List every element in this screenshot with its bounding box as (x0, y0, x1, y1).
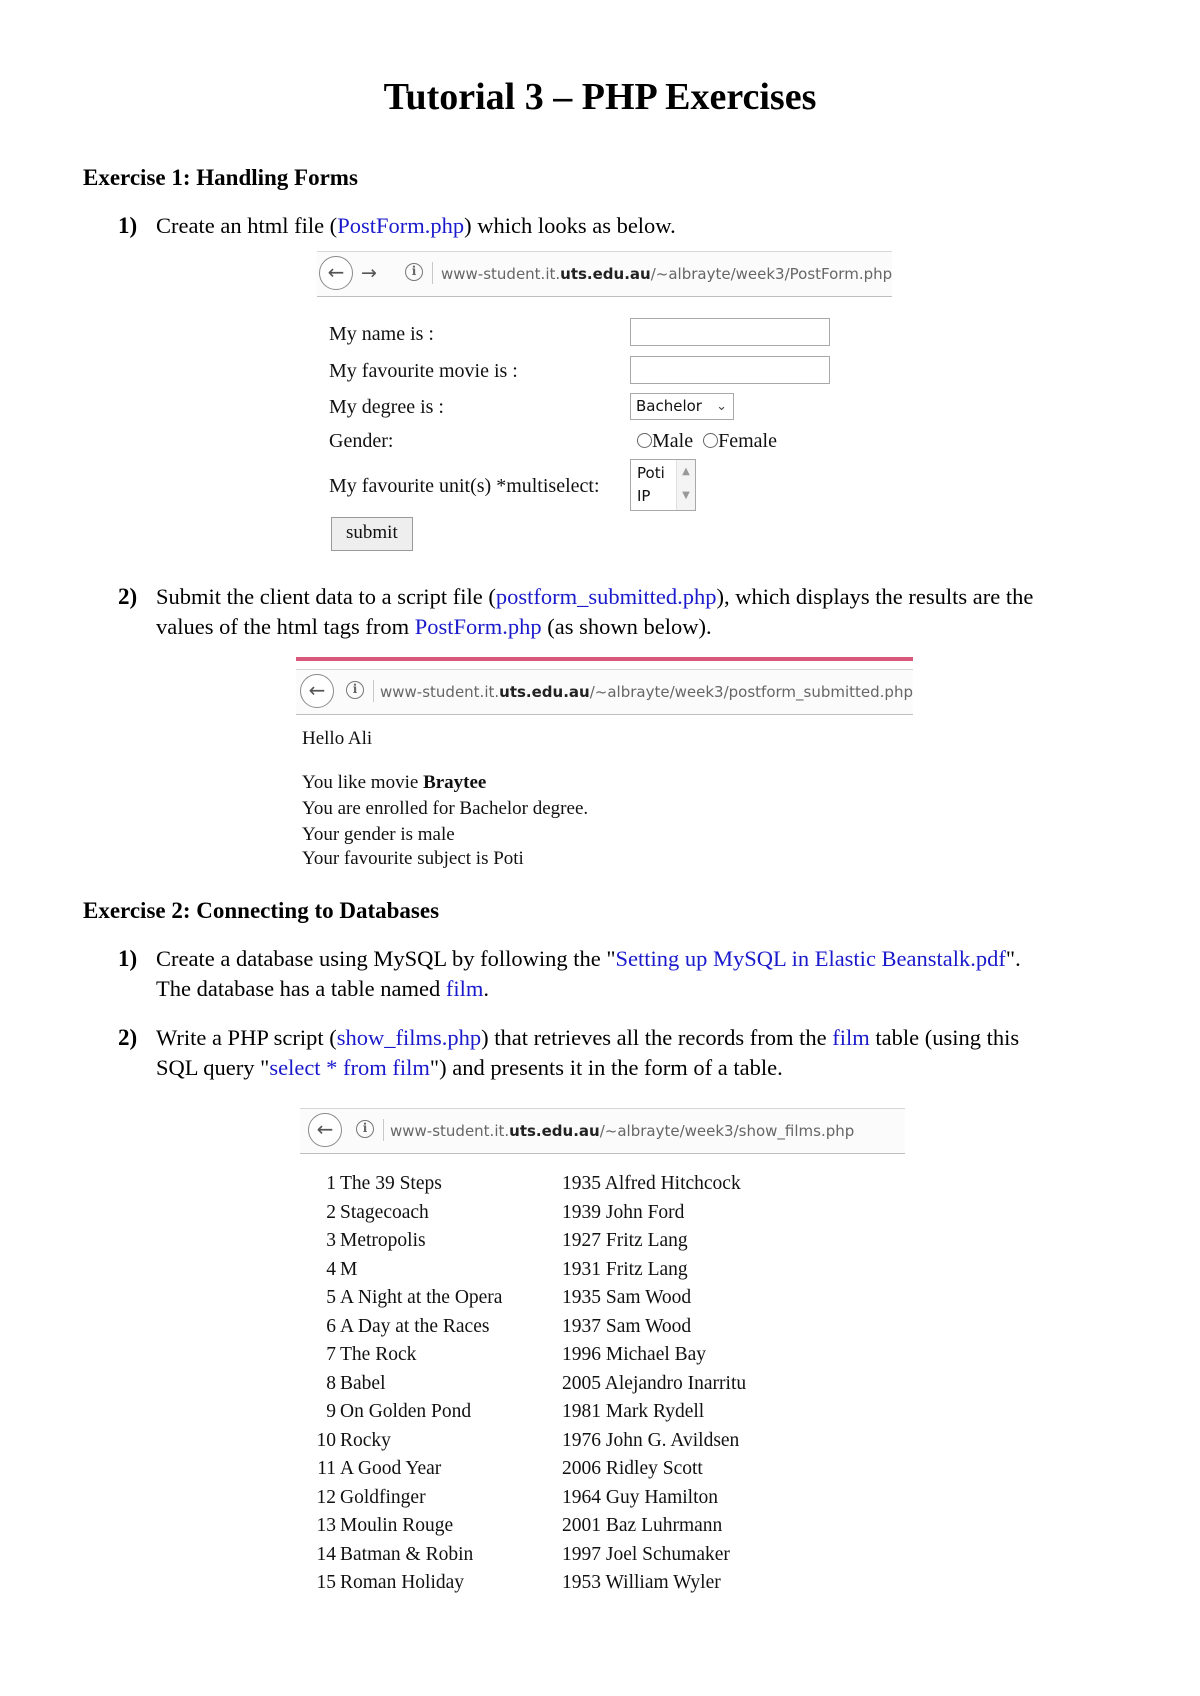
ex2-item1-before: Create a database using MySQL by following the " (156, 946, 616, 971)
film-id: 15 (316, 1572, 336, 1593)
film-title: A Night at the Opera (340, 1287, 503, 1308)
address-separator (373, 680, 374, 702)
film-title: On Golden Pond (340, 1401, 472, 1422)
film-id: 8 (326, 1372, 336, 1394)
film-table-link[interactable]: film (445, 976, 484, 1001)
ex2-item1-text (156, 944, 1106, 1004)
ex2-item1-line2-before: The database has a table named (156, 976, 446, 1001)
ex1-item2-line2-after: (as shown below). (541, 614, 712, 639)
ex2-item1-after: ". (1005, 946, 1021, 971)
film-id: 6 (326, 1315, 336, 1337)
degree-line: You are enrolled for Bachelor degree. (302, 798, 589, 819)
back-arrow-icon[interactable]: ← (308, 1113, 342, 1147)
film-title: Babel (340, 1372, 386, 1394)
address-separator (383, 1119, 384, 1141)
ex2-item2-text (156, 1023, 1106, 1083)
film-info: 1981 Mark Rydell (562, 1401, 705, 1422)
ex2-item2-number: 2) (118, 1025, 138, 1050)
address-url[interactable]: www-student.it.uts.edu.au/~albrayte/week3/postform_submitted.php (380, 683, 913, 701)
film-title: The 39 Steps (340, 1173, 442, 1194)
submit-button[interactable]: submit (331, 517, 413, 551)
ex2-item2-after: table (using this (869, 1025, 1020, 1050)
film-info: 1939 John Ford (562, 1201, 685, 1223)
film-info: 1935 Alfred Hitchcock (562, 1173, 741, 1194)
female-radio[interactable] (703, 433, 718, 448)
film-info: 1953 William Wyler (562, 1572, 721, 1593)
film-id: 2 (326, 1201, 336, 1223)
table-row (312, 1284, 892, 1312)
unit-option[interactable]: Poti (637, 464, 665, 482)
ex1-item2-before: Submit the client data to a script file ( (156, 584, 496, 609)
film-info: 2006 Ridley Scott (562, 1458, 703, 1479)
table-row (312, 1256, 892, 1284)
ex1-item1-before: Create an html file ( (156, 213, 338, 238)
browser-address-bar (300, 1108, 905, 1154)
degree-select[interactable] (630, 393, 734, 420)
address-url[interactable]: www-student.it.uts.edu.au/~albrayte/week3/PostForm.php (441, 265, 893, 283)
film-id: 9 (326, 1401, 336, 1422)
info-icon[interactable]: i (346, 681, 364, 699)
film-info: 1927 Fritz Lang (562, 1230, 688, 1251)
film-title: A Day at the Races (340, 1315, 490, 1337)
film-title: Rocky (340, 1429, 391, 1451)
subject-line: Your favourite subject is Poti (302, 848, 524, 869)
form-screenshot (317, 251, 892, 561)
ex1-item2-text (156, 582, 1106, 642)
movie-label: My favourite movie is : (329, 360, 518, 382)
ex1-item1-text (156, 211, 1106, 241)
forward-arrow-icon[interactable]: → (361, 262, 377, 284)
mysql-guide-link[interactable]: Setting up MySQL in Elastic Beanstalk.pdf (615, 946, 1006, 971)
ex2-item2-line2-before: SQL query " (156, 1055, 270, 1080)
units-multiselect[interactable] (630, 459, 696, 511)
film-title: A Good Year (340, 1458, 442, 1479)
ex1-item1-number: 1) (118, 213, 138, 238)
hello-line: Hello Ali (302, 728, 373, 749)
page-title: Tutorial 3 – PHP Exercises (383, 76, 817, 118)
table-row (312, 1170, 892, 1198)
film-id: 7 (326, 1344, 336, 1365)
film-title: Moulin Rouge (340, 1515, 454, 1536)
table-row (312, 1512, 892, 1540)
ex1-item2-number: 2) (118, 584, 138, 609)
units-label: My favourite unit(s) *multiselect: (329, 475, 600, 497)
film-title: Metropolis (340, 1230, 426, 1251)
degree-selected-value: Bachelor (636, 397, 702, 415)
show-films-link[interactable]: show_films.php (336, 1025, 482, 1050)
film-id: 14 (316, 1543, 336, 1565)
postform-link-2[interactable]: PostForm.php (414, 614, 542, 639)
ex2-item1-number: 1) (118, 946, 138, 971)
ex2-item1-line2-after: . (483, 976, 489, 1001)
film-id: 1 (326, 1173, 336, 1194)
degree-label: My degree is : (329, 396, 444, 418)
film-info: 2005 Alejandro Inarritu (562, 1372, 747, 1394)
film-info: 2001 Baz Luhrmann (562, 1515, 723, 1536)
postform-link[interactable]: PostForm.php (337, 213, 465, 238)
ex2-item2-line2-after: ") and presents it in the form of a table. (429, 1055, 783, 1080)
film-info: 1997 Joel Schumaker (562, 1543, 730, 1565)
movie-input[interactable] (630, 356, 830, 384)
table-row (312, 1427, 892, 1455)
back-arrow-icon[interactable]: ← (319, 256, 353, 290)
address-url[interactable]: www-student.it.uts.edu.au/~albrayte/week3/show_films.php (390, 1122, 855, 1140)
male-label: Male (652, 430, 694, 452)
unit-option[interactable]: IP (637, 487, 651, 505)
browser-address-bar (317, 251, 892, 297)
gender-line: Your gender is male (302, 824, 455, 845)
table-row (312, 1370, 892, 1398)
postform-submitted-link[interactable]: postform_submitted.php (495, 584, 717, 609)
films-table (300, 1170, 905, 1600)
film-info: 1931 Fritz Lang (562, 1258, 688, 1280)
back-arrow-icon[interactable]: ← (300, 674, 334, 708)
film-info: 1937 Sam Wood (562, 1315, 692, 1337)
ex1-item2-line2-before: values of the html tags from (156, 614, 415, 639)
film-id: 11 (317, 1458, 336, 1479)
table-row (312, 1199, 892, 1227)
sql-query-link[interactable]: select * from film (269, 1055, 430, 1080)
browser-address-bar (296, 669, 913, 715)
film-title: Roman Holiday (340, 1572, 465, 1593)
film-title: The Rock (340, 1344, 417, 1365)
name-input[interactable] (630, 318, 830, 346)
film-info: 1996 Michael Bay (562, 1344, 707, 1365)
female-label: Female (718, 430, 777, 452)
table-row (312, 1341, 892, 1369)
tab-accent-line (296, 657, 913, 661)
film-id: 4 (326, 1258, 336, 1280)
film-title: Batman & Robin (340, 1543, 474, 1565)
exercise1-heading: Exercise 1: Handling Forms (83, 165, 358, 190)
film-id: 5 (326, 1287, 336, 1308)
address-separator (432, 262, 433, 284)
film-id: 10 (316, 1429, 336, 1451)
films-screenshot (300, 1108, 905, 1600)
ex1-item2-middle: ), which displays the results are the (716, 584, 1034, 609)
table-row (312, 1569, 892, 1597)
multiselect-scrollbar[interactable]: ▲ ▼ (676, 460, 695, 510)
film-info: 1976 John G. Avildsen (562, 1429, 740, 1451)
movie-prefix: You like movie (302, 772, 424, 793)
film-link[interactable]: film (832, 1025, 870, 1050)
film-id: 12 (316, 1486, 336, 1508)
film-info: 1935 Sam Wood (562, 1287, 692, 1308)
film-title: Goldfinger (340, 1486, 426, 1508)
movie-value: Braytee (423, 772, 487, 793)
table-row (312, 1484, 892, 1512)
film-id: 3 (326, 1230, 336, 1251)
film-title: Stagecoach (340, 1201, 429, 1223)
movie-line (302, 770, 486, 796)
name-label: My name is : (329, 323, 434, 345)
table-row (312, 1541, 892, 1569)
info-icon[interactable]: i (356, 1120, 374, 1138)
film-title: M (340, 1258, 358, 1280)
chevron-down-icon: ⌄ (716, 399, 727, 414)
gender-options (637, 428, 777, 454)
ex1-item1-after: ) which looks as below. (464, 213, 676, 238)
table-row (312, 1313, 892, 1341)
table-row (312, 1227, 892, 1255)
table-row (312, 1455, 892, 1483)
table-row (312, 1398, 892, 1426)
ex2-item2-before: Write a PHP script ( (156, 1025, 337, 1050)
gender-label: Gender: (329, 430, 394, 452)
info-icon[interactable]: i (405, 263, 423, 281)
ex2-item2-middle: ) that retrieves all the records from the (481, 1025, 833, 1050)
film-id: 13 (316, 1515, 336, 1536)
male-radio[interactable] (637, 433, 652, 448)
film-info: 1964 Guy Hamilton (562, 1486, 718, 1508)
result-screenshot (296, 657, 913, 872)
exercise2-heading: Exercise 2: Connecting to Databases (83, 898, 440, 923)
